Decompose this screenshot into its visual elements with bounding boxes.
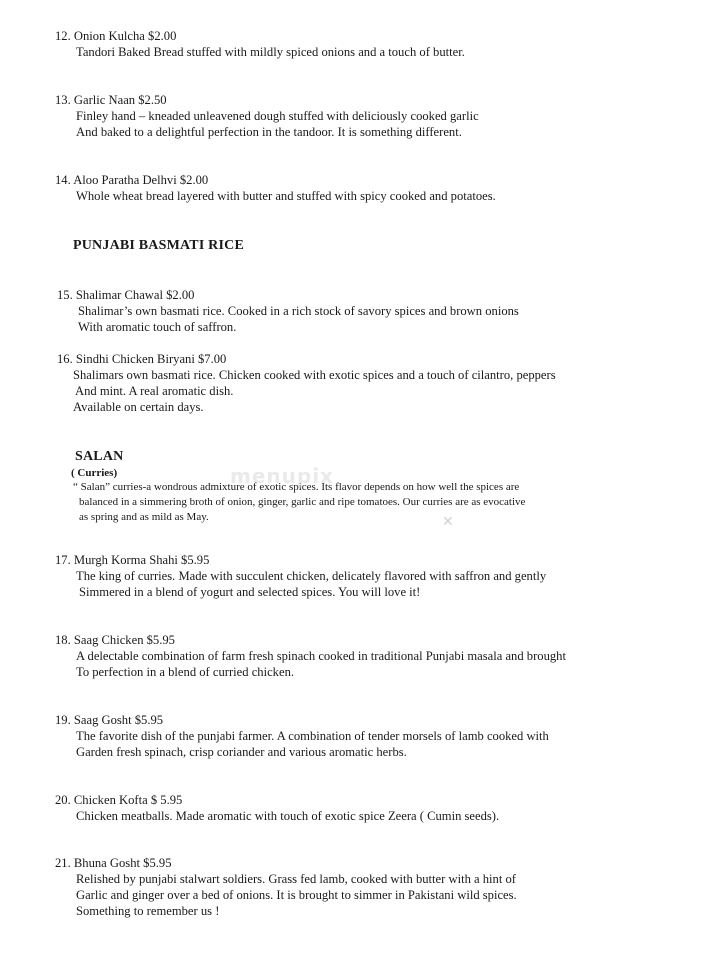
section-title-salan: SALAN	[75, 449, 124, 464]
salan-intro-text: “ Salan” curries-a wondrous admixture of exotic spices. Its flavor depends on how well the spices are	[73, 481, 520, 493]
item-description: Shalimar’s own basmati rice. Cooked in a rich stock of savory spices and brown onions	[78, 304, 519, 318]
item-heading-sindhi-biryani: 16. Sindhi Chicken Biryani $7.00	[57, 352, 227, 366]
item-heading-onion-kulcha: 12. Onion Kulcha $2.00	[55, 29, 177, 43]
item-description: And baked to a delightful perfection in the tandoor. It is something different.	[76, 125, 462, 139]
item-heading-garlic-naan: 13. Garlic Naan $2.50	[55, 93, 167, 107]
section-subtitle-curries: ( Curries)	[71, 467, 118, 479]
item-description: Finley hand – kneaded unleavened dough stuffed with deliciously cooked garlic	[76, 109, 479, 123]
section-title-rice: PUNJABI BASMATI RICE	[73, 238, 244, 253]
salan-intro-text: as spring and as mild as May.	[79, 511, 209, 523]
item-description: Tandori Baked Bread stuffed with mildly spiced onions and a touch of butter.	[76, 45, 465, 59]
item-heading-bhuna-gosht: 21. Bhuna Gosht $5.95	[55, 856, 172, 870]
item-description: Chicken meatballs. Made aromatic with touch of exotic spice Zeera ( Cumin seeds).	[76, 809, 500, 823]
item-description: Relished by punjabi stalwart soldiers. Grass fed lamb, cooked with butter with a hint of	[76, 872, 516, 886]
item-heading-saag-chicken: 18. Saag Chicken $5.95	[55, 633, 175, 647]
item-description: Whole wheat bread layered with butter and stuffed with spicy cooked and potatoes.	[76, 189, 496, 203]
item-heading-shalimar-chawal: 15. Shalimar Chawal $2.00	[57, 288, 195, 302]
item-description: With aromatic touch of saffron.	[78, 320, 237, 334]
item-heading-saag-gosht: 19. Saag Gosht $5.95	[55, 713, 164, 727]
item-description: The favorite dish of the punjabi farmer. A combination of tender morsels of lamb cooked with	[76, 729, 549, 743]
watermark-mark-icon: ✕	[442, 515, 454, 530]
item-description: The king of curries. Made with succulent chicken, delicately flavored with saffron and gently	[76, 569, 547, 583]
item-description: Simmered in a blend of yogurt and selected spices. You will love it!	[79, 585, 421, 599]
item-description: Available on certain days.	[73, 400, 204, 414]
item-heading-murgh-korma: 17. Murgh Korma Shahi $5.95	[55, 553, 210, 567]
item-description: To perfection in a blend of curried chicken.	[76, 665, 295, 679]
item-heading-chicken-kofta: 20. Chicken Kofta $ 5.95	[55, 793, 183, 807]
item-description: And mint. A real aromatic dish.	[75, 384, 234, 398]
salan-intro-text: balanced in a simmering broth of onion, ginger, garlic and ripe tomatoes. Our curries are as evocative	[79, 496, 526, 508]
item-description: Shalimars own basmati rice. Chicken cooked with exotic spices and a touch of cilantro, peppers	[73, 368, 556, 382]
item-description: Garlic and ginger over a bed of onions. It is brought to simmer in Pakistani wild spices.	[76, 888, 517, 902]
item-description: Something to remember us !	[76, 904, 220, 918]
item-heading-aloo-paratha: 14. Aloo Paratha Delhvi $2.00	[55, 173, 209, 187]
item-description: A delectable combination of farm fresh spinach cooked in traditional Punjabi masala and brought	[76, 649, 566, 663]
watermark-logo: menupix	[230, 464, 334, 488]
item-description: Garden fresh spinach, crisp coriander and various aromatic herbs.	[76, 745, 407, 759]
